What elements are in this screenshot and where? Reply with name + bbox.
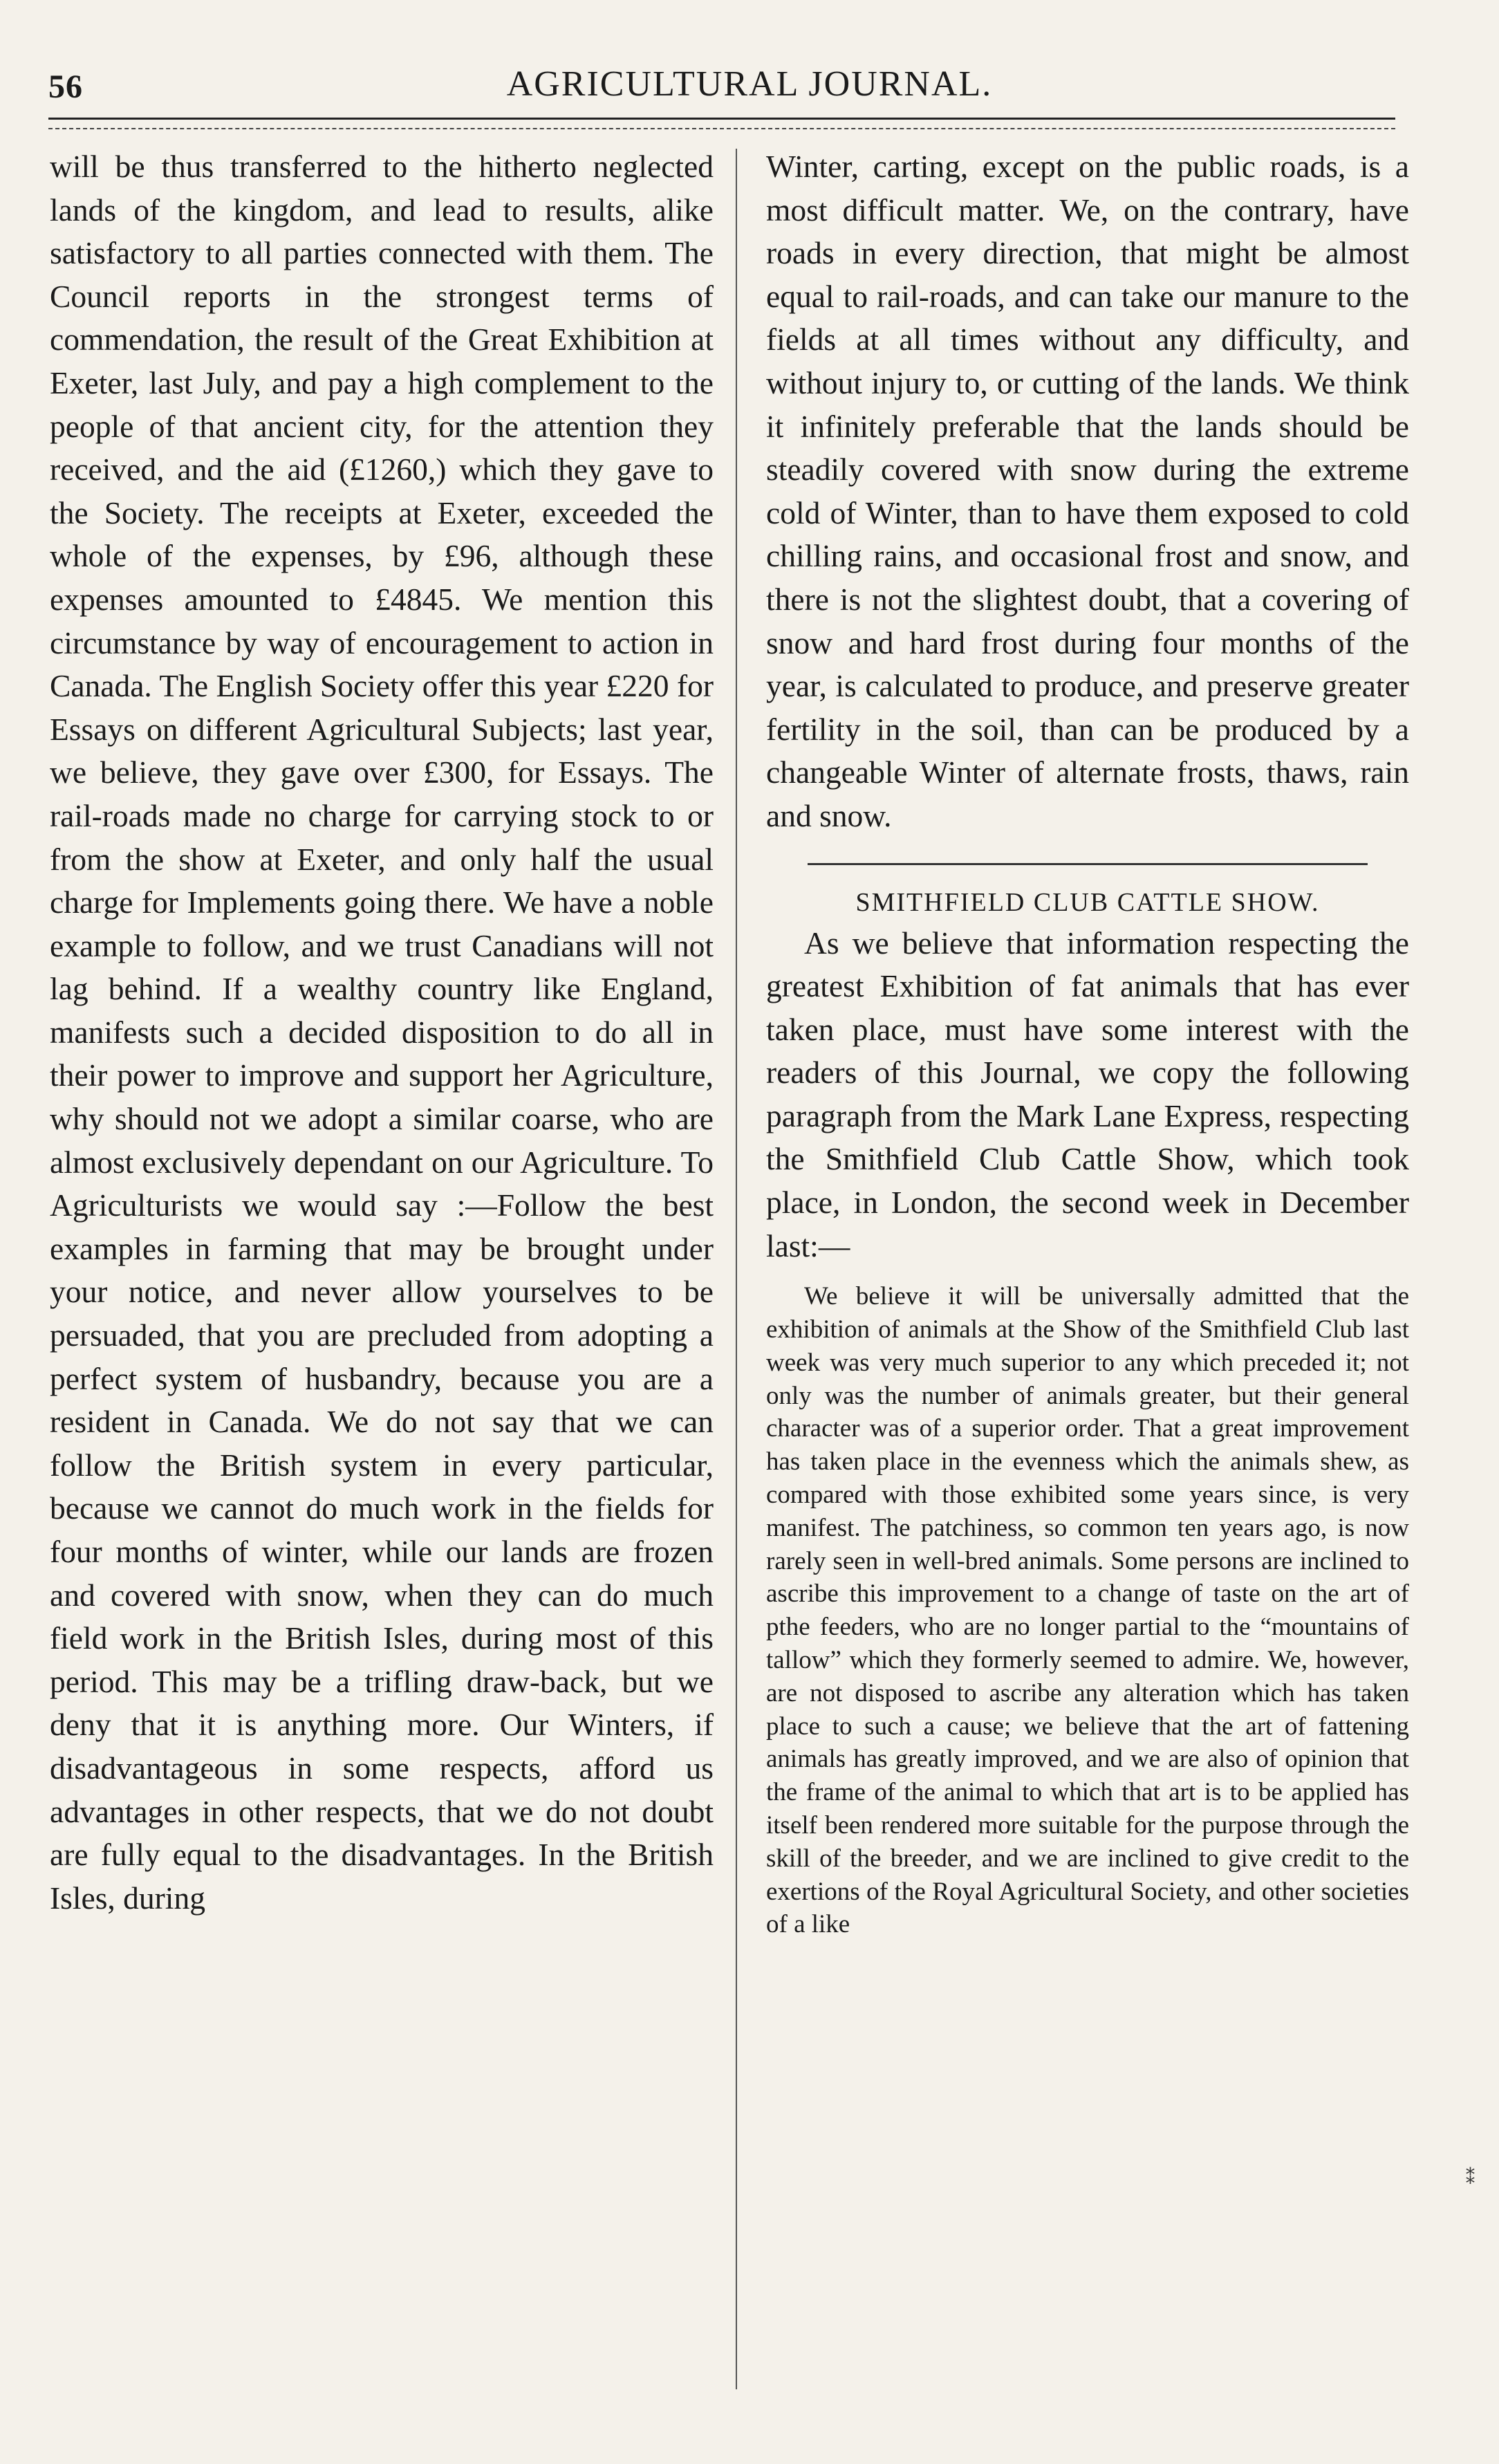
section-heading: SMITHFIELD CLUB CATTLE SHOW. (855, 887, 1320, 917)
page-number: 56 (48, 68, 83, 105)
column-divider (736, 149, 737, 2389)
right-column (766, 145, 1409, 1941)
section-rule (808, 863, 1368, 865)
quoted-paragraph: We believe it will be universally admitted that the exhibition of animals at the Show of the Smithfield Club last week was very much superior to any which preceded it; not only was the number of animals greater, but their general character was of a superior order. That a great improvement has taken place in the evenness which the animals shew, as compared with those exhibited some years since, is very manifest. The patchiness, so common ten years ago, is now rarely seen in well-bred animals. Some persons are inclined to ascribe this improvement to a change of taste on the art of pthe feeders, who are no longer partial to the “mountains of tallow” which they formerly seemed to admire. We, however, are not disposed to ascribe any alteration which has taken place to such a cause; we believe that the art of fattening animals has greatly improved, and we are also of opinion that the frame of the animal to which that art is to be applied has itself been rendered more suitable for the purpose through the skill of the breeder, and we are inclined to give credit to the exertions of the Royal Agricultural Society, and other societies of a like (766, 1282, 1409, 1939)
margin-mark: ⁑ (1466, 2168, 1475, 2189)
continuation-text: Winter, carting, except on the public roads, is a most difficult matter. We, on the contrary, have roads in every direction, that might be almost equal to rail-roads, and can take our manure to the fields at all times without any difficulty, and without injury to, or cutting of the lands. We think it infinitely preferable that the lands should be steadily covered with snow during the extreme cold of Winter, than to have them exposed to cold chilling rains, and occasional frost and snow, and there is not the slightest doubt, that a covering of snow and hard frost during four months of the year, is calculated to produce, and preserve greater fertility in the soil, than can be produced by a changeable Winter of alternate frosts, thaws, rain and snow. (766, 149, 1409, 833)
header-rule (48, 118, 1395, 129)
left-column (50, 145, 714, 1920)
left-column-text: will be thus transferred to the hitherto neglected lands of the kingdom, and lead to results, alike satisfactory to all parties connected with them. The Council reports in the strongest terms of commendation, the result of the Great Exhibition at Exeter, last July, and pay a high complement to the people of that ancient city, for the attention they received, and the aid (£1260,) which they gave to the Society. The receipts at Exeter, exceeded the whole of the expenses, by £96, although these expenses amounted to £4845. We mention this circumstance by way of encouragement to action in Canada. The English Society offer this year £220 for Essays on different Agricultural Subjects; last year, we believe, they gave over £300, for Essays. The rail-roads made no charge for carrying stock to or from the show at Exeter, and only half the usual charge for Implements going there. We have a noble example to follow, and we trust Canadians will not lag behind. If a wealthy country like England, manifests such a decided disposition to do all in their power to improve and support her Agriculture, why should not we adopt a similar coarse, who are almost exclusively dependant on our Agriculture. To Agriculturists we would say :—Follow the best examples in farming that may be brought under your notice, and never allow yourselves to be persuaded, that you are precluded from adopting a perfect system of husbandry, because you are a resident in Canada. We do not say that we can follow the British system in every particular, because we cannot do much work in the fields for four months of winter, while our lands are frozen and covered with snow, when they can do much field work in the British Isles, during most of this period. This may be a trifling draw-back, but we deny that it is anything more. Our Winters, if disadvantageous in some respects, afford us advantages in other respects, that we do not doubt are fully equal to the disadvantages. In the British Isles, during (50, 149, 714, 1916)
running-title: AGRICULTURAL JOURNAL. (506, 64, 993, 104)
intro-paragraph: As we believe that information respecting the greatest Exhibition of fat animals that has ever taken place, must have some interest with the readers of this Journal, we copy the following paragraph from the Mark Lane Express, respecting the Smithfield Club Cattle Show, which took place, in London, the second week in December last:— (766, 925, 1409, 1263)
page-header (0, 0, 1499, 152)
